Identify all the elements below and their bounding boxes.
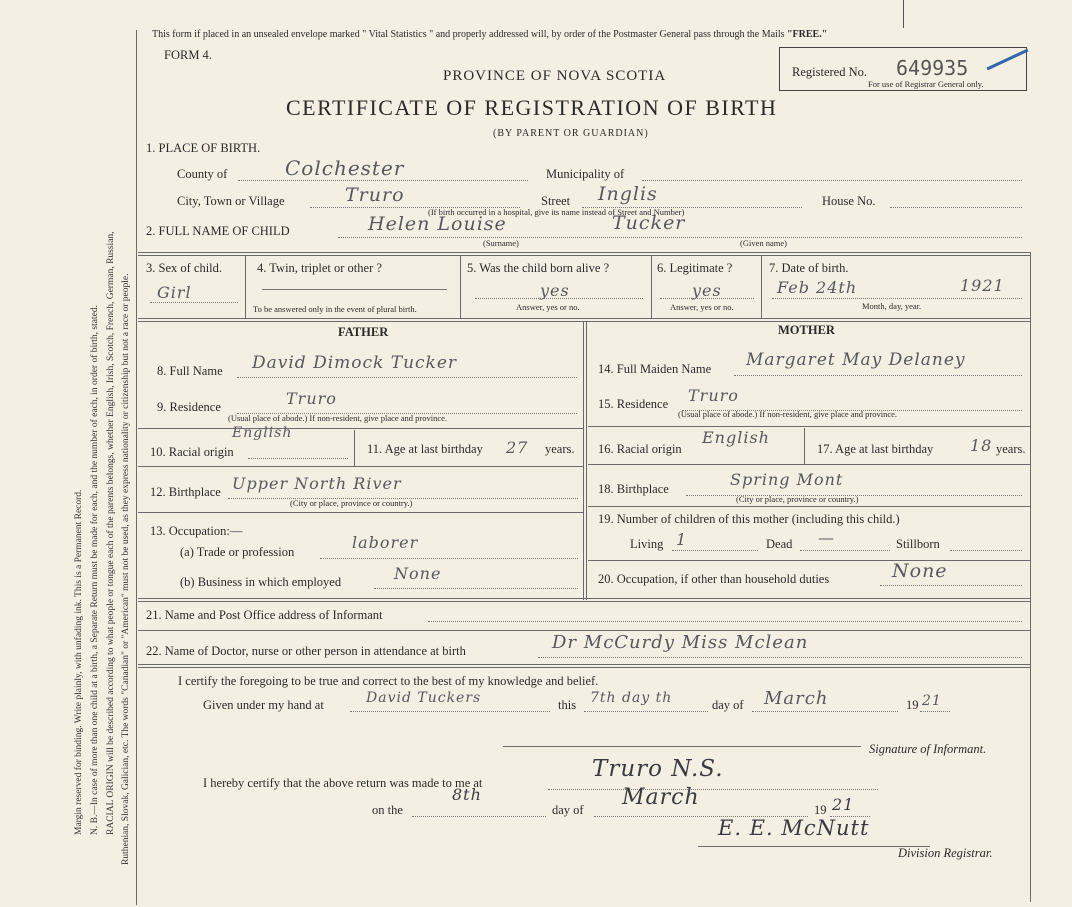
twin-note: To be answered only in the event of plural birth.: [253, 304, 417, 314]
mother-children-label: 19. Number of children of this mother (including this child.): [598, 512, 900, 526]
attendant-value: Dr McCurdy Miss Mclean: [552, 632, 809, 653]
registrar-day-value: 8th: [452, 785, 482, 804]
father-residence-label: 9. Residence: [157, 400, 221, 414]
father-occupation-label: 13. Occupation:—: [150, 524, 243, 538]
father-age-value: 27: [506, 438, 529, 457]
registrar-title: Division Registrar.: [898, 846, 993, 860]
legitimate-answer-note: Answer, yes or no.: [670, 302, 734, 312]
father-birthplace-note: (City or place, province or country.): [290, 498, 413, 508]
father-heading: FATHER: [338, 325, 389, 339]
father-years: years.: [545, 442, 575, 456]
this-day-value: 7th day th: [590, 690, 673, 706]
registrar-certify-statement: I hereby certify that the above return was made to me at: [203, 776, 483, 790]
hospital-note: (If birth occurred in a hospital, give its name instead of Street and Number): [428, 207, 685, 217]
mother-years: years.: [996, 442, 1026, 456]
living-value: 1: [676, 530, 688, 549]
given-under-label: Given under my hand at: [203, 698, 324, 712]
father-race-value: English: [232, 425, 293, 441]
surname-note: (Surname): [483, 238, 519, 248]
informant-month-value: March: [764, 688, 829, 709]
certify-statement: I certify the foregoing to be true and correct to the best of my knowledge and belief.: [178, 674, 599, 688]
margin-note-3: RACIAL ORIGIN will be described according to what people or tongue each of the parents belongs, whether English, Irish, Scotch, French, German, Russian,: [106, 231, 116, 835]
child-name-label: 2. FULL NAME OF CHILD: [146, 224, 290, 238]
given-name-note: (Given name): [740, 238, 787, 248]
sex-value: Girl: [157, 283, 192, 302]
mother-heading: MOTHER: [778, 323, 835, 337]
registered-label: Registered No.: [792, 65, 867, 79]
registrar-use-note: For use of Registrar General only.: [868, 79, 984, 89]
informant-signature-label: Signature of Informant.: [869, 742, 987, 756]
child-given-names: Helen Louise: [368, 213, 507, 235]
father-race-label: 10. Racial origin: [150, 445, 234, 459]
county-label: County of: [177, 167, 228, 181]
informant-year-prefix: 19: [906, 698, 919, 712]
mother-residence-label: 15. Residence: [598, 397, 669, 411]
mother-residence-note: (Usual place of abode.) If non-resident, give place and province.: [678, 409, 898, 419]
legitimate-label: 6. Legitimate ?: [657, 261, 733, 275]
father-birthplace-label: 12. Birthplace: [150, 485, 221, 499]
margin-note-1: Margin reserved for binding. Write plainly, with unfading ink. This is a Permanent Record.: [74, 489, 84, 835]
dead-value: —: [818, 528, 835, 547]
alive-answer-note: Answer, yes or no.: [516, 302, 580, 312]
street-label: Street: [541, 194, 571, 208]
father-trade-label: (a) Trade or profession: [180, 545, 295, 559]
registered-number: 649935: [896, 56, 969, 80]
twin-label: 4. Twin, triplet or other ?: [257, 261, 382, 275]
father-residence-value: Truro: [286, 389, 337, 408]
mother-residence-value: Truro: [688, 386, 739, 405]
mother-occupation-value: None: [892, 560, 948, 582]
sex-label: 3. Sex of child.: [146, 261, 223, 275]
mother-birthplace-note: (City or place, province or country.): [736, 494, 859, 504]
this-label: this: [558, 698, 577, 712]
alive-label: 5. Was the child born alive ?: [467, 261, 610, 275]
dob-year: 1921: [960, 276, 1005, 295]
informant-day-of-label: day of: [712, 698, 744, 712]
mother-name-value: Margaret May Delaney: [746, 350, 966, 370]
dob-label: 7. Date of birth.: [769, 261, 849, 275]
city-label: City, Town or Village: [177, 194, 285, 208]
legitimate-value: yes: [692, 281, 722, 300]
father-business-label: (b) Business in which employed: [180, 575, 342, 589]
left-border: [136, 30, 137, 905]
mother-race-label: 16. Racial origin: [598, 442, 682, 456]
place-of-birth-heading: 1. PLACE OF BIRTH.: [146, 141, 261, 155]
mother-age-label: 17. Age at last birthday: [817, 442, 934, 456]
given-place-value: David Tuckers: [366, 690, 482, 706]
house-number-label: House No.: [822, 194, 876, 208]
father-business-value: None: [394, 564, 442, 583]
attendant-label: 22. Name of Doctor, nurse or other person in attendance at birth: [146, 644, 466, 658]
top-pencil-mark: [903, 0, 904, 28]
street-value: Inglis: [598, 183, 658, 205]
father-name-label: 8. Full Name: [157, 364, 223, 378]
certificate-subtitle: (BY PARENT OR GUARDIAN): [493, 128, 649, 139]
province-heading: PROVINCE OF NOVA SCOTIA: [443, 68, 667, 84]
registrar-signature: E. E. McNutt: [718, 816, 870, 840]
registrar-year-prefix: 19: [814, 803, 827, 817]
mail-notice: This form if placed in an unsealed envelope marked " Vital Statistics " and properly addressed will, by order of the Postmaster General pass through the Mails "FREE.": [152, 29, 828, 40]
mother-occupation-label: 20. Occupation, if other than household duties: [598, 572, 830, 586]
alive-value: yes: [540, 281, 570, 300]
mother-birthplace-value: Spring Mont: [730, 470, 844, 489]
form-number: FORM 4.: [164, 48, 212, 62]
father-age-label: 11. Age at last birthday: [367, 442, 483, 456]
father-trade-value: laborer: [352, 533, 419, 552]
mother-name-label: 14. Full Maiden Name: [598, 362, 712, 376]
on-the-label: on the: [372, 803, 403, 817]
city-value: Truro: [345, 184, 405, 206]
child-surname: Tucker: [612, 212, 686, 234]
father-residence-note: (Usual place of abode.) If non-resident, give place and province.: [228, 413, 448, 423]
informant-label: 21. Name and Post Office address of Informant: [146, 608, 383, 622]
municipality-label: Municipality of: [546, 167, 625, 181]
certificate-title: CERTIFICATE OF REGISTRATION OF BIRTH: [286, 95, 778, 120]
registrar-place-value: Truro N.S.: [592, 756, 724, 782]
county-value: Colchester: [285, 156, 405, 180]
dead-label: Dead: [766, 537, 793, 551]
dob-note: Month, day, year.: [862, 301, 922, 311]
mother-age-value: 18: [970, 436, 993, 455]
dob-value: Feb 24th: [777, 278, 858, 297]
mother-race-value: English: [702, 428, 770, 447]
registrar-month-value: March: [622, 785, 700, 810]
margin-note-2: N. B.—In case of more than one child at a birth, a Separate Return must be made for each, and the number of each, in order of birth, stated.: [90, 305, 100, 835]
mother-birthplace-label: 18. Birthplace: [598, 482, 669, 496]
father-birthplace-value: Upper North River: [232, 474, 402, 493]
stillborn-label: Stillborn: [896, 537, 940, 551]
father-name-value: David Dimock Tucker: [252, 353, 458, 373]
living-label: Living: [630, 537, 664, 551]
registrar-day-of-label: day of: [552, 803, 584, 817]
registrar-year-value: 21: [832, 795, 855, 814]
margin-note-4: Ruthenian, Slovak, Galician, etc. The words "Canadian" or "American" must not be used, as they express nationality or citizenship but not a race or people.: [121, 273, 131, 865]
informant-year-value: 21: [922, 693, 942, 709]
